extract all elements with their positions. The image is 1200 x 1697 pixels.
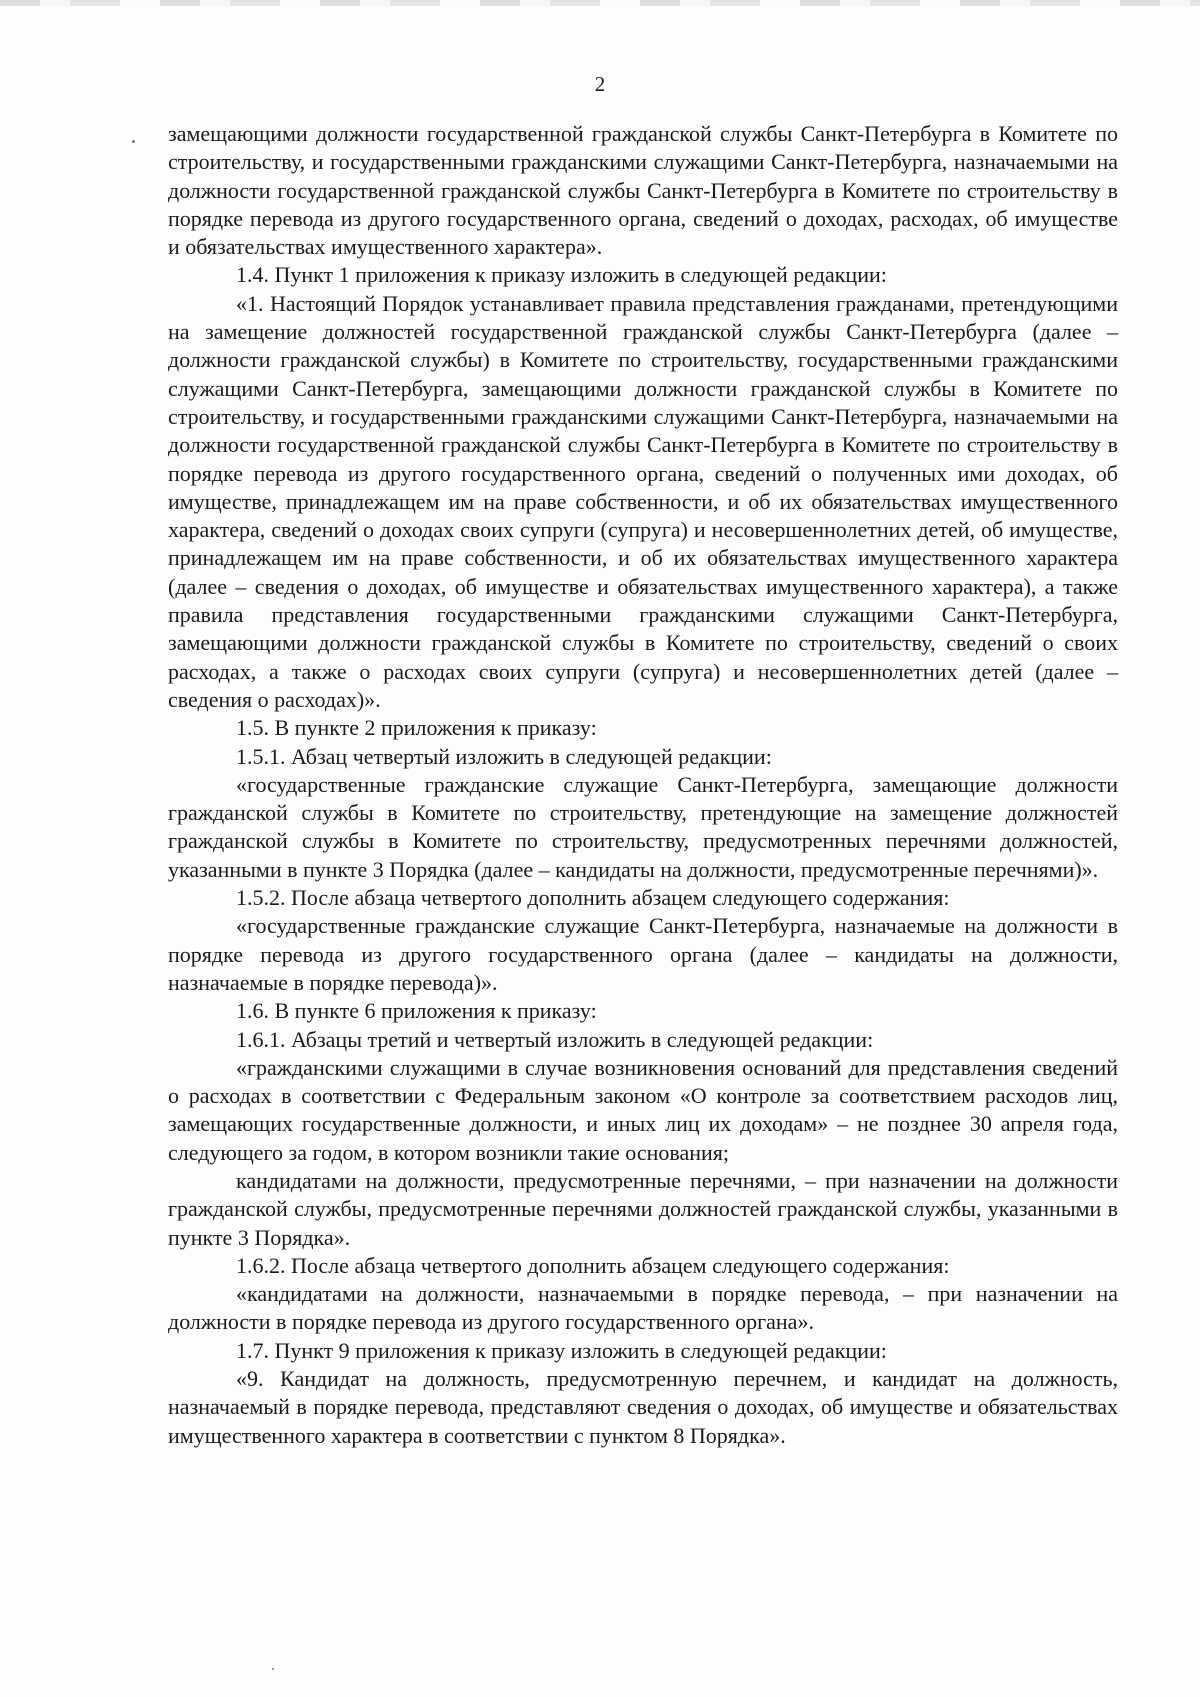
document-body	[168, 120, 1118, 1450]
paragraph-continuation: замещающими должности государственной гражданской службы Санкт-Петербурга в Комитете по строительству, и государственными гражданскими служащими Санкт-Петербурга, назначаемыми на должности государственной гражданской службы Санкт-Петербурга в Комитете по строительству в порядке перевода из другого государственного органа, сведений о доходах, расходах, об имуществе и обязательствах имущественного характера».	[168, 121, 1118, 260]
page-number: 2	[594, 72, 606, 96]
paragraph-item-1-5-1-text: «государственные гражданские служащие Санкт-Петербурга, замещающие должности гражданской службы в Комитете по строительству, претендующие на замещение должностей гражданской службы в Комитете по строительству, предусмотренных перечнями должностей, указанными в пункте 3 Порядка (далее – кандидаты на должности, предусмотренные перечнями)».	[168, 771, 1118, 882]
paragraph-item-1-6-1: 1.6.1. Абзацы третий и четвертый изложить в следующей редакции:	[236, 1026, 874, 1052]
paragraph-item-1-6-1-text-b: кандидатами на должности, предусмотренные перечнями, – при назначении на должности гражданской службы, предусмотренные перечнями должностей гражданской службы, указанными в пункте 3 Порядка».	[168, 1167, 1118, 1250]
scan-speck	[132, 140, 135, 143]
paragraph-item-1-5: 1.5. В пункте 2 приложения к приказу:	[236, 715, 597, 741]
scan-top-edge	[0, 0, 1200, 6]
scan-speck	[272, 1668, 274, 1670]
paragraph-item-1-4-text: «1. Настоящий Порядок устанавливает правила представления гражданами, претендующими на замещение должностей государственной гражданской службы Санкт-Петербурга (далее – должности гражданской службы) в Комитете по строительству, государственными гражданскими служащими Санкт-Петербурга, замещающими должности гражданской службы в Комитете по строительству, и государственными гражданскими служащими Санкт-Петербурга, назначаемыми на должности государственной гражданской службы Санкт-Петербурга в Комитете по строительству в порядке перевода из другого государственного органа, сведений о полученных ими доходах, об имуществе, принадлежащем им на праве собственности, и об их обязательствах имущественного характера, сведений о доходах своих супруги (супруга) и несовершеннолетних детей, об имуществе, принадлежащем им на праве собственности, и об их обязательствах имущественного характера (далее – сведения о доходах, об имуществе и обязательствах имущественного характера), а также правила представления государственными гражданскими служащими Санкт-Петербурга, замещающими должности гражданской службы в Комитете по строительству, сведений о своих расходах, а также о расходах своих супруги (супруга) и несовершеннолетних детей (далее – сведения о расходах)».	[168, 290, 1118, 712]
paragraph-item-1-6-2: 1.6.2. После абзаца четвертого дополнить абзацем следующего содержания:	[236, 1252, 950, 1278]
paragraph-item-1-4: 1.4. Пункт 1 приложения к приказу изложить в следующей редакции:	[236, 262, 887, 288]
paragraph-item-1-5-2: 1.5.2. После абзаца четвертого дополнить абзацем следующего содержания:	[236, 885, 950, 911]
paragraph-item-1-7: 1.7. Пункт 9 приложения к приказу изложить в следующей редакции:	[236, 1337, 887, 1363]
paragraph-item-1-5-2-text: «государственные гражданские служащие Санкт-Петербурга, назначаемые на должности в порядке перевода из другого государственного органа (далее – кандидаты на должности, назначаемые в порядке перевода)».	[168, 913, 1118, 995]
paragraph-item-1-7-text: «9. Кандидат на должность, предусмотренную перечнем, и кандидат на должность, назначаемый в порядке перевода, представляют сведения о доходах, об имуществе и обязательствах имущественного характера в соответствии с пунктом 8 Порядка».	[168, 1366, 1118, 1448]
paragraph-item-1-6-2-text: «кандидатами на должности, назначаемыми в порядке перевода, – при назначении на должности в порядке перевода из другого государственного органа».	[168, 1281, 1118, 1335]
paragraph-item-1-6-1-text-a: «гражданскими служащими в случае возникновения оснований для представления сведений о расходах в соответствии с Федеральным законом «О контроле за соответствием расходов лиц, замещающих государственные должности, и иных лиц их доходам» – не позднее 30 апреля года, следующего за годом, в котором возникли такие основания;	[168, 1054, 1118, 1165]
paragraph-item-1-6: 1.6. В пункте 6 приложения к приказу:	[236, 998, 597, 1024]
paragraph-item-1-5-1: 1.5.1. Абзац четвертый изложить в следующей редакции:	[236, 743, 772, 769]
